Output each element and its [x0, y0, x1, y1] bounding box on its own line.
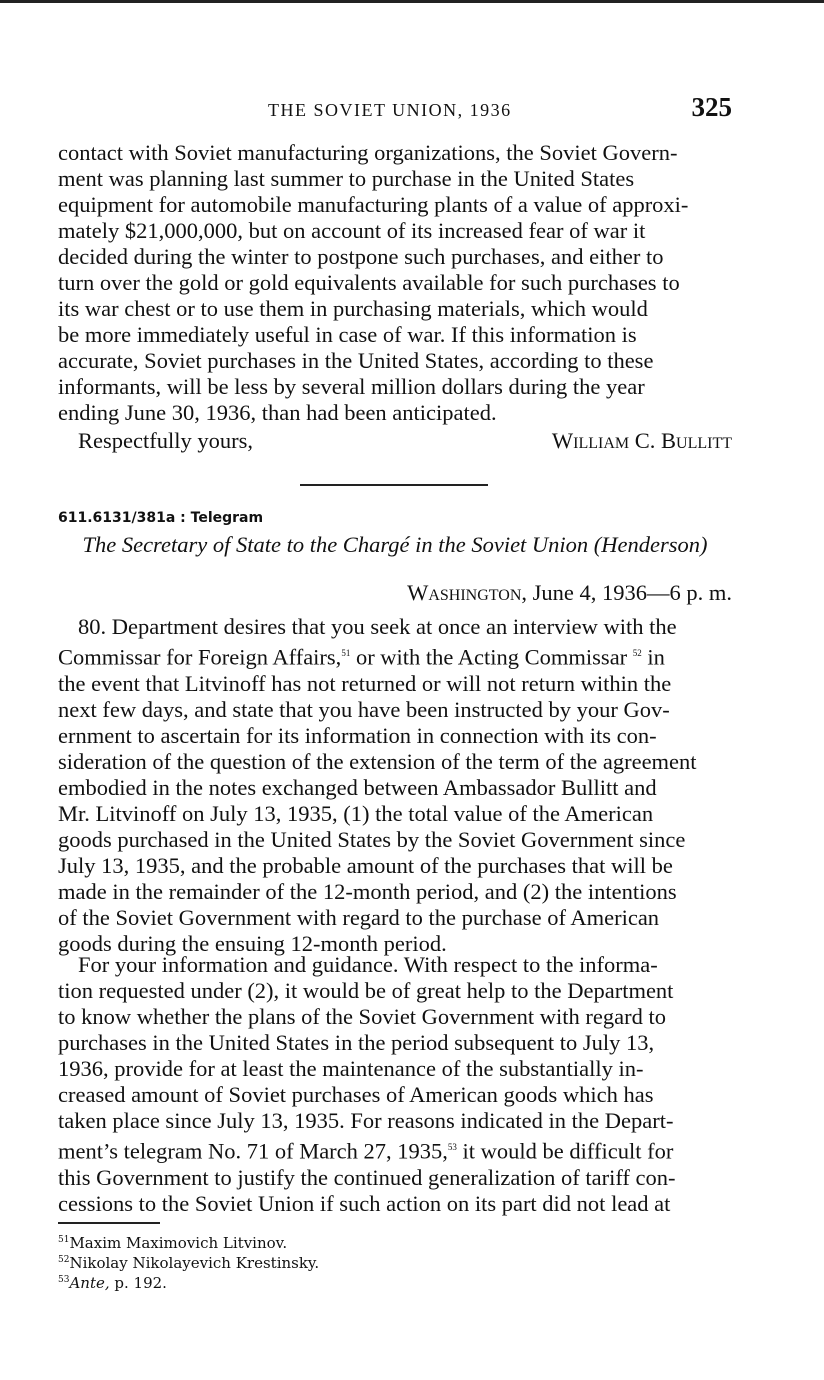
footnotes	[58, 1232, 319, 1292]
page-header	[58, 92, 732, 126]
dateline-date: June 4, 1936—6 p. m.	[532, 580, 732, 605]
paragraph-text: in the event that Litvinoff has not returned or will not return within the next few days, and state that you have been instructed by your Gov- ernment to ascertain for its information in connection with its con- sideration of the question of the extension of the term of the agreement embodied in the notes exchanged between Ambassador Bullitt and Mr. Litvinoff on July 13, 1935, (1) the total value of the American goods purchased in the United States by the Soviet Government since July 13, 1935, and the probable amount of the purchases that will be made in the remainder of the 12-month period, and (2) the intentions of the Soviet Government with regard to the purchase of American goods during the ensuing 12-month period.	[58, 644, 697, 956]
footnote-mark: 53	[58, 1275, 70, 1285]
dateline-place: Washington,	[407, 580, 527, 605]
letter-signature: William C. Bullitt	[551, 428, 732, 453]
telegram-paragraph-2	[58, 952, 732, 1217]
file-reference: 611.6131/381a : Telegram	[58, 510, 264, 526]
paragraph-text: For your information and guidance. With respect to the informa- tion requested under (2), it would be of great help to the Department to know whether the plans of the Soviet Government with regard to purchases in the United States in the period subsequent to July 13, 1936, provide for at least the maintenance of the substantially in- creased amount of Soviet purchases of American goods which has taken place since July 13, 1935. For reasons indicated in the Depart- ment’s telegram No. 71 of March 27, 1935,	[58, 952, 674, 1164]
paragraph-text: or with the Acting Commissar	[350, 644, 633, 670]
telegram-paragraph-1	[58, 614, 732, 957]
footnote-ref-52: 52	[632, 648, 642, 658]
letter-closing: Respectfully yours,	[78, 428, 253, 453]
footnote-text: Maxim Maximovich Litvinov.	[69, 1234, 288, 1252]
section-divider	[300, 484, 488, 486]
dateline	[407, 580, 732, 606]
paragraph-text: it would be difficult for this Government to justify the continued generalization of tariff con- cessions to the Soviet Union if such action on its part did not lead at	[58, 1138, 676, 1216]
footnote-text: p. 192.	[109, 1274, 167, 1292]
letter-closing-paragraph: contact with Soviet manufacturing organizations, the Soviet Govern- ment was planning last summer to purchase in the United States equipment for automobile manufacturing plants of a value of approxi- mately $21,000,000, but on account of its increased fear of war it decided during the winter to postpone such purchases, and either to turn over the gold or gold equivalents available for such purchases to its war chest or to use them in purchasing materials, which would be more immediately useful in case of war. If this information is accurate, Soviet purchases in the United States, according to these informants, will be less by several million dollars during the year ending June 30, 1936, than had been anticipated.	[58, 140, 689, 425]
footnote-text-italic: Ante,	[69, 1274, 110, 1292]
paragraph-text: 80. Department desires that you seek at once an interview with the Commissar for Foreign Affairs,	[58, 614, 677, 670]
running-head: THE SOVIET UNION, 1936	[268, 100, 512, 120]
footnote-51	[58, 1232, 319, 1252]
footnote-ref-51: 51	[341, 648, 351, 658]
footnote-ref-53: 53	[447, 1142, 457, 1152]
footnote-mark: 51	[58, 1235, 70, 1245]
top-edge-rule	[0, 0, 824, 3]
footnote-text: Nikolay Nikolayevich Krestinsky.	[69, 1254, 320, 1272]
footnote-rule	[58, 1222, 160, 1224]
document-title: The Secretary of State to the Chargé in the Soviet Union (Henderson)	[82, 532, 708, 557]
footnote-mark: 52	[58, 1255, 70, 1265]
footnote-52	[58, 1252, 319, 1272]
page-number: 325	[691, 92, 732, 122]
footnote-53	[58, 1272, 319, 1292]
